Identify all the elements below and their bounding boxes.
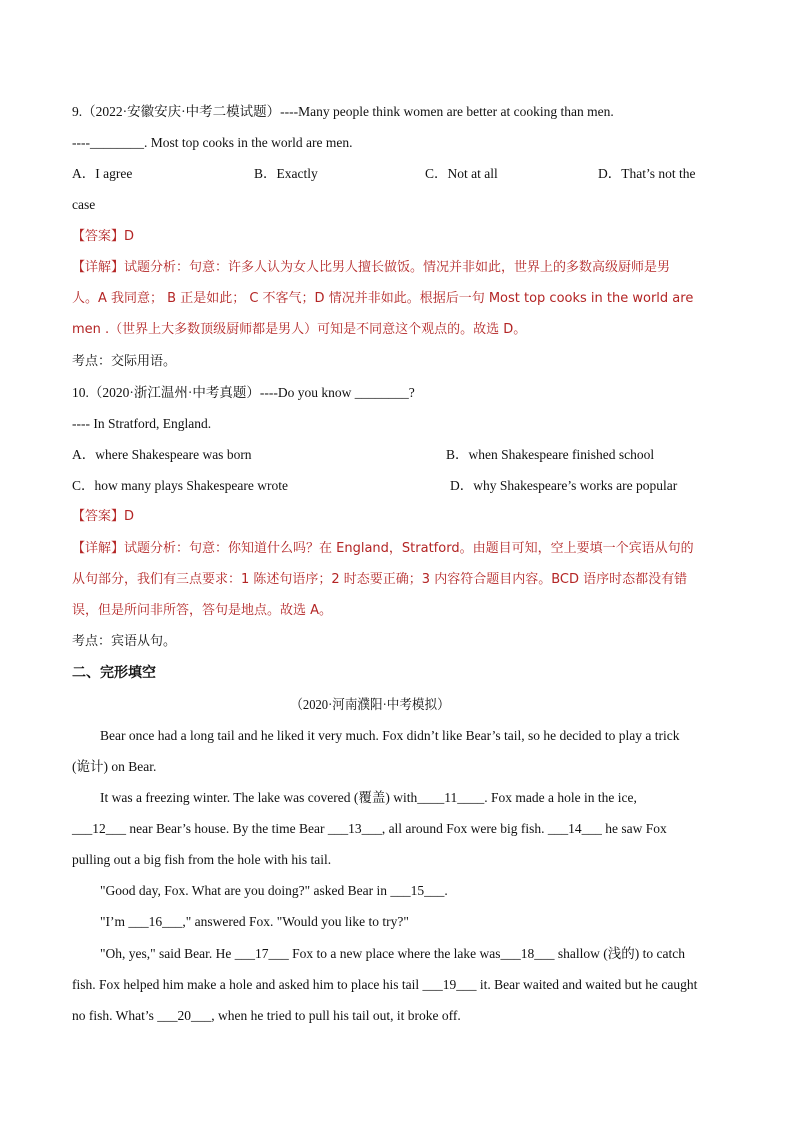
- passage-line: "I’m ___16___," answered Fox. "Would you like to try?": [100, 914, 409, 929]
- q9-option-b: B．Exactly: [254, 166, 318, 181]
- q9-option-d-wrap: case: [72, 197, 96, 212]
- q10-detail-line2: 从句部分，我们有三点要求：1 陈述句语序；2 时态要正确；3 内容符合题目内容。BCD 语序时态都没有错: [72, 572, 688, 587]
- q10-answer: [72, 507, 134, 527]
- passage-line: no fish. What’s ___20___, when he tried to pull his tail out, it broke off.: [72, 1008, 461, 1023]
- passage-line: Bear once had a long tail and he liked it very much. Fox didn’t like Bear’s tail, so he decided to play a trick: [100, 728, 680, 743]
- q9-option-d: D．That’s not the: [598, 166, 696, 181]
- passage-line: "Good day, Fox. What are you doing?" asked Bear in ___15___.: [100, 883, 448, 898]
- q10-option-b: B．when Shakespeare finished school: [446, 447, 655, 462]
- passage-source: （2020·河南濮阳·中考模拟）: [290, 697, 450, 712]
- detail-text: 试题分析：句意：你知道什么吗？在 England，Stratford。由题目可知，空上要填一个宾语从句的: [124, 541, 694, 556]
- passage-line: pulling out a big fish from the hole with his tail.: [72, 852, 332, 867]
- passage-line: (诡计) on Bear.: [72, 759, 157, 774]
- q10-option-d: D．why Shakespeare’s works are popular: [450, 478, 678, 493]
- detail-text: 试题分析：句意：许多人认为女人比男人擅长做饭。情况并非如此，世界上的多数高级厨师是男: [124, 260, 671, 275]
- q9-answer: [72, 227, 134, 247]
- passage-line: ___12___ near Bear’s house. By the time Bear ___13___, all around Fox were big fish. ___14___ he saw Fox: [72, 821, 667, 836]
- q10-option-a: A．where Shakespeare was born: [72, 447, 252, 462]
- answer-value: D: [124, 509, 135, 524]
- answer-label: 【答案】: [72, 509, 125, 524]
- answer-value: D: [124, 229, 135, 244]
- q10-stem: 10.（2020·浙江温州·中考真题）----Do you know ________?: [72, 385, 415, 400]
- section-title: 二、完形填空: [72, 665, 156, 681]
- q10-kaodian: 考点：宾语从句。: [72, 634, 177, 649]
- q10-option-c: C．how many plays Shakespeare wrote: [72, 478, 288, 493]
- q9-detail-line1: [72, 258, 670, 278]
- q10-stem-response: ---- In Stratford, England.: [72, 416, 212, 431]
- passage-line: It was a freezing winter. The lake was covered (覆盖) with____11____. Fox made a hole in the ice,: [100, 790, 637, 805]
- answer-label: 【答案】: [72, 229, 125, 244]
- detail-label: 【详解】: [72, 260, 125, 275]
- q10-detail-line1: [72, 539, 694, 559]
- q9-detail-line2: 人。A 我同意； B 正是如此； C 不客气；D 情况并非如此。根据后一句 Most top cooks in the world are: [72, 291, 694, 306]
- passage-line: fish. Fox helped him make a hole and asked him to place his tail ___19___ it. Bear waited and waited but he caught: [72, 977, 698, 992]
- q9-option-a: A．I agree: [72, 166, 133, 181]
- q9-detail-line3: men .（世界上大多数顶级厨师都是男人）可知是不同意这个观点的。故选 D。: [72, 322, 527, 337]
- q9-option-c: C．Not at all: [425, 166, 498, 181]
- q9-stem: 9.（2022·安徽安庆·中考二模试题）----Many people think women are better at cooking than men.: [72, 104, 614, 119]
- passage-line: "Oh, yes," said Bear. He ___17___ Fox to a new place where the lake was___18___ shallow (浅的) to catch: [100, 946, 686, 961]
- q9-stem-response: ----________. Most top cooks in the world are men.: [72, 135, 353, 150]
- detail-label: 【详解】: [72, 541, 125, 556]
- q10-detail-line3: 误，但是所问非所答，答句是地点。故选 A。: [72, 603, 333, 618]
- q9-kaodian: 考点：交际用语。: [72, 354, 177, 369]
